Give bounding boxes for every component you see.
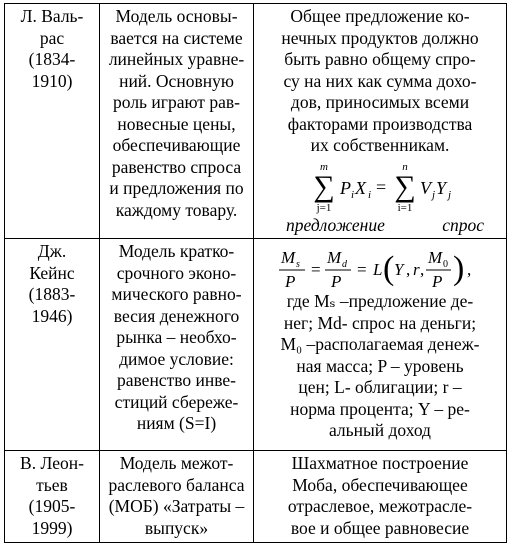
essence-line: быть равно общему спро- — [284, 49, 476, 69]
author-line: Л. Валь- — [20, 6, 84, 26]
model-line: Модель основы- — [115, 6, 238, 26]
sum-lower-left: j=1 — [316, 201, 332, 214]
model-line: (МОБ) «Затраты – — [108, 496, 245, 516]
comma-3: , — [467, 260, 472, 279]
sum-lower-right: i=1 — [397, 201, 413, 214]
author-line: 1999) — [31, 517, 73, 538]
r-letter: r — [413, 260, 420, 279]
sum-upper-right: n — [402, 160, 408, 173]
model-line: срочного эконо- — [116, 262, 237, 283]
keynes-formula — [258, 245, 502, 291]
equals-1: = — [311, 260, 321, 279]
author-line: Кейнс — [29, 262, 75, 283]
caption-supply: предложение — [286, 214, 385, 235]
essence-line: ная масса; P – уровень — [296, 355, 464, 376]
model-line: рынка – необхо- — [116, 327, 237, 347]
essence-line: факторами производства — [287, 113, 473, 134]
comma-1: , — [406, 260, 411, 279]
essence-line: M₀ –располагаемая денеж- — [280, 334, 480, 354]
model-line: обеспечивающие — [112, 135, 241, 155]
model-line: Модель межот- — [119, 453, 234, 473]
equals-2: = — [357, 260, 367, 279]
term-x-sub: i — [368, 188, 372, 201]
model-line: равенство спроса — [111, 156, 242, 177]
term-p-sub: i — [351, 188, 355, 201]
md-sub: d — [342, 259, 347, 270]
term-x: X — [355, 177, 366, 198]
term-v-sub: j — [432, 188, 436, 201]
md-letter: M — [327, 248, 342, 267]
model-line: выпуск» — [144, 517, 209, 538]
term-y-sub: j — [448, 188, 452, 201]
sigma-left: ∑ — [313, 169, 335, 203]
essence-line: отраслевое, межотрасле- — [287, 496, 473, 516]
table-row-walras — [5, 4, 507, 239]
table-row-leontief — [5, 451, 507, 543]
model-line: раслевого баланса — [108, 474, 245, 495]
essence-line: альный доход — [329, 420, 431, 440]
essence-line: вое и общее равновесие — [290, 517, 470, 538]
model-line: роль играют рав- — [113, 92, 240, 112]
term-y: Y — [436, 177, 447, 198]
p-letter-1: P — [285, 272, 296, 291]
ms-sub: s — [296, 259, 300, 270]
formula-caption — [258, 215, 502, 237]
walras-formula — [258, 161, 502, 215]
author-line: 1946) — [31, 305, 73, 326]
author-line: 1910) — [31, 70, 73, 91]
caption-demand: спрос — [442, 214, 484, 235]
model-line: вается на системе — [110, 27, 243, 48]
author-cell-leontief — [5, 451, 100, 543]
model-line: димое условие: — [119, 348, 234, 369]
model-line: и предложения по — [109, 178, 244, 198]
essence-line: Общее предложение ко- — [290, 6, 470, 26]
model-line: линейных уравне- — [108, 49, 245, 69]
model-line: каждому товару. — [115, 199, 238, 220]
model-line: равенство инве- — [117, 370, 236, 390]
essence-line: где Mₛ –предложение де- — [286, 291, 474, 311]
essence-line: дов, приносимых всеми — [290, 92, 470, 112]
m0-letter: M — [428, 248, 443, 267]
term-p: P — [340, 177, 351, 198]
model-line: весия денежного — [113, 305, 240, 326]
table-row-keynes — [5, 239, 507, 451]
m0-sub: 0 — [443, 259, 448, 270]
model-cell-keynes — [100, 239, 254, 451]
author-cell-keynes — [5, 239, 100, 451]
author-line: (1883- — [28, 284, 76, 304]
essence-line: су на них как сумма дохо- — [283, 70, 477, 91]
author-line: (1834- — [28, 49, 76, 69]
model-line: новесные цены, — [117, 113, 236, 134]
model-line: мического равно- — [111, 284, 242, 304]
model-line: ниям (S=I) — [136, 413, 217, 433]
p-letter-3: P — [432, 272, 443, 291]
equals-sign: = — [376, 176, 387, 197]
model-line: Модель кратко- — [118, 241, 235, 261]
author-line: тьев — [36, 474, 68, 495]
essence-cell-leontief — [254, 451, 507, 543]
author-line: (1905- — [28, 496, 76, 516]
economic-models-table — [4, 3, 507, 543]
model-cell-walras — [100, 4, 254, 239]
open-paren: ( — [383, 250, 395, 287]
author-line: В. Леон- — [20, 453, 84, 473]
l-letter: L — [373, 260, 383, 279]
model-cell-leontief — [100, 451, 254, 543]
essence-line: Шахматное построение — [291, 453, 469, 473]
y-letter: Y — [394, 260, 404, 279]
essence-line: норма процента; Y – ре- — [290, 398, 470, 419]
essence-line: нег; Md- спрос на деньги; — [283, 312, 477, 333]
essence-cell-walras — [254, 4, 507, 239]
close-paren: ) — [453, 250, 465, 287]
model-line: ний. Основную — [119, 70, 234, 91]
model-line: стиций сбереже- — [114, 391, 239, 412]
comma-2: , — [420, 260, 425, 279]
author-cell-walras — [5, 4, 100, 239]
essence-line: их собственникам. — [310, 135, 450, 155]
essence-cell-keynes — [254, 239, 507, 451]
p-letter-2: P — [331, 272, 342, 291]
essence-line: нечных продуктов должно — [281, 27, 479, 48]
essence-line: цен; L- облигации; r – — [298, 377, 462, 397]
term-v: V — [420, 177, 431, 198]
essence-line: Моба, обеспечивающее — [292, 474, 468, 495]
sigma-right: ∑ — [394, 169, 416, 203]
author-line: рас — [39, 27, 65, 48]
ms-letter: M — [281, 248, 296, 267]
sum-upper-left: m — [320, 160, 328, 173]
author-line: Дж. — [37, 241, 67, 261]
